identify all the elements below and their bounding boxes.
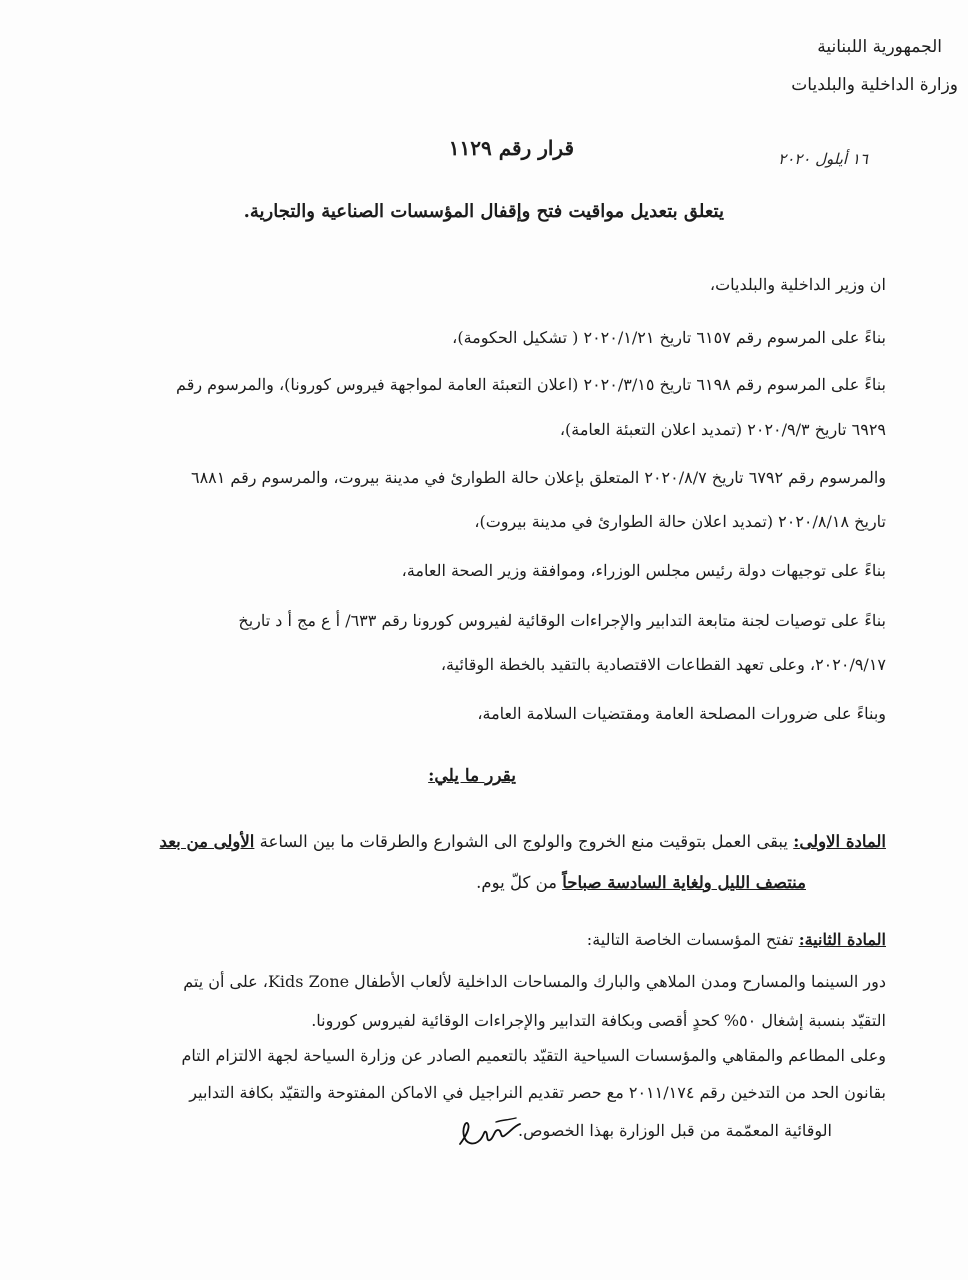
- preamble-decree-6198-line1: بناءً على المرسوم رقم ٦١٩٨ تاريخ ٢٠٢٠/٣/١٥ (اعلان التعبئة العامة لمواجهة فيروس كورونا)، والمرسوم رقم: [176, 375, 886, 394]
- preamble-committee-line1: بناءً على توصيات لجنة متابعة التدابير والإجراءات الوقائية لفيروس كورونا رقم ٦٣٣/ أ ع مج أ د تاريخ: [238, 611, 886, 630]
- header-republic: الجمهورية اللبنانية: [817, 37, 942, 57]
- article2-cinemas-line2: التقيّد بنسبة إشغال ٥٠% كحدٍ أقصى وبكافة التدابير والإجراءات الوقائية لفيروس كورونا.: [311, 1011, 886, 1030]
- article2-intro: [587, 929, 886, 951]
- article1-text: يبقى العمل بتوقيت منع الخروج والولوج الى الشوارع والطرقات ما بين الساعة: [254, 832, 794, 851]
- article1-heading: المادة الاولى:: [793, 832, 886, 851]
- signature-mark: [456, 1114, 526, 1154]
- article1-line2: [476, 872, 806, 894]
- article1-text-end: من كلّ يوم.: [476, 873, 563, 892]
- article2-restaurants-line3: الوقائية المعمّمة من قبل الوزارة بهذا الخصوص.: [518, 1121, 832, 1140]
- article1-emphasis-end: منتصف الليل ولغاية السادسة صباحاً: [562, 873, 806, 892]
- decides-heading: يقرر ما يلي:: [428, 766, 516, 786]
- preamble-decree-6792-line2: تاريخ ٢٠٢٠/٨/١٨ (تمديد اعلان حالة الطوارئ في مدينة بيروت)،: [474, 512, 886, 531]
- decision-subject: يتعلق بتعديل مواقيت فتح وإقفال المؤسسات الصناعية والتجارية.: [243, 201, 724, 222]
- article2-restaurants-line2: بقانون الحد من التدخين رقم ٢٠١١/١٧٤ مع حصر تقديم النراجيل في الاماكن المفتوحة والتقيّد بكافة التدابير: [189, 1083, 886, 1102]
- preamble-public-interest: وبناءً على ضرورات المصلحة العامة ومقتضيات السلامة العامة،: [477, 704, 886, 723]
- decision-title: قرار رقم ١١٢٩: [448, 136, 574, 160]
- article1-line1: [160, 831, 886, 853]
- article1-emphasis-start: الأولى من بعد: [159, 832, 255, 851]
- article2-intro-text: تفتح المؤسسات الخاصة التالية:: [586, 930, 799, 949]
- decision-date: ١٦ أيلول ٢٠٢٠: [778, 150, 868, 168]
- header-ministry: وزارة الداخلية والبلديات: [791, 75, 958, 95]
- preamble-decree-6792-line1: والمرسوم رقم ٦٧٩٢ تاريخ ٢٠٢٠/٨/٧ المتعلق بإعلان حالة الطوارئ في مدينة بيروت، والمرسوم رقم ٦٨٨١: [190, 468, 886, 487]
- preamble-decree-6198-line2: ٦٩٢٩ تاريخ ٢٠٢٠/٩/٣ (تمديد اعلان التعبئة العامة)،: [559, 420, 886, 439]
- article2-heading: المادة الثانية:: [798, 930, 886, 949]
- preamble-decree-6157: بناءً على المرسوم رقم ٦١٥٧ تاريخ ٢٠٢٠/١/٢١ ( تشكيل الحكومة)،: [452, 328, 886, 347]
- preamble-committee-line2: ٢٠٢٠/٩/١٧، وعلى تعهد القطاعات الاقتصادية بالتقيد بالخطة الوقائية،: [440, 655, 886, 674]
- preamble-pm-directives: بناءً على توجيهات دولة رئيس مجلس الوزراء، وموافقة وزير الصحة العامة،: [401, 561, 886, 580]
- article2-cinemas-line1: دور السينما والمسارح ومدن الملاهي والبارك والمساحات الداخلية لألعاب الأطفال Kids Zone، على أن يتم: [183, 972, 886, 991]
- article2-restaurants-line1: وعلى المطاعم والمقاهي والمؤسسات السياحية التقيّد بالتعميم الصادر عن وزارة السياحة لجهة الالتزام التام: [181, 1046, 886, 1065]
- preamble-minister: ان وزير الداخلية والبلديات،: [709, 275, 886, 294]
